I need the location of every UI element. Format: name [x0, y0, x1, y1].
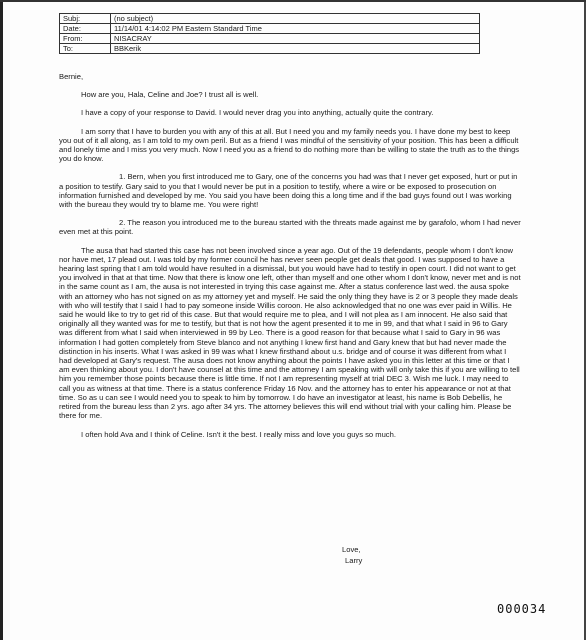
header-label: Date: [60, 24, 111, 34]
scan-edge-left [0, 0, 3, 640]
header-label: Subj: [60, 14, 111, 24]
header-value: 11/14/01 4:14:02 PM Eastern Standard Time [111, 24, 480, 34]
paragraph-point-2: 2. The reason you introduced me to the bureau started with the threats made against me by garafolo, whom I had never even met at this point. [59, 218, 521, 237]
email-header-table [59, 13, 480, 54]
header-value: (no subject) [111, 14, 480, 24]
paragraph-greeting: How are you, Hala, Celine and Joe? I trust all is well. [81, 90, 259, 100]
paragraph-response: I have a copy of your response to David. I would never drag you into anything, actually quite the contrary. [81, 108, 434, 118]
letter-closing [342, 545, 362, 567]
closing-word: Love, [342, 545, 361, 554]
header-label: From: [60, 34, 111, 44]
scan-edge-top [0, 0, 586, 2]
letter-body [59, 72, 521, 439]
bates-number: 000034 [497, 602, 547, 616]
header-row-date [60, 24, 480, 34]
header-value: NISACRAY [111, 34, 480, 44]
paragraph-case-details: The ausa that had started this case has not been involved since a year ago. Out of the 19 defendants, people whom I don't know nor have met, 17 plead out. I was told by my former council he has never seen people get deals that good. I was supposed to have a hearing last spring that I am told would have resulted in a dismissal, but you would have had to testify in open court. I did not want to get you involved in that at that time. Now that there is know one left, other than myself and one other whom I don't know, never met and is not in the same count as I am, the ausa is not interested in trying this case against me. After a status conference last wed. the ausa spoke with an attorney who has not signed on as my attorney yet and myself. He said the only thing they have is 2 or 3 people they made deals with who will testify that I said I had to pay someone inside Willis coroon. He also acknowledged that no one was ever paid in Willis. He said he would like to try to get rid of this case. But that would require me to plea, and I will not plea as I am innocent. He also said that originally all they wanted was for me to testify, but that is not how the agent presented it to me in 99, and that what I said in 96 to Gary was different from what I said when interviewed in 99 by Leo. There is a good reason for that because what I said to Gary in 96 was information I had gotten completely from Steve blanco and not anything I knew first hand and Gary knew that but had never made the distinction in his inserts. What I was asked in 99 was what I knew firsthand about u.s. bridge and of course it was different from what I had developed at Gary's request. The ausa does not know anything about the points I have asked you in this letter at this time or that I am even thinking about you. I don't have counsel at this time and the attorney I am speaking with will only take this if you are willing to tell him you remember those points because there is little time. If not I am representing myself at trial DEC 3. Wish me luck. I may need to call you as witness at that time. There is a status conference Friday 16 Nov. and the attorney has to enter his appearance or not at that time. So as u can see I would need you to speak to him by tomorrow. I do have an investigator at least, his name is Bob Debellis, he retired from the bureau less than 2 yrs. ago after 34 yrs. The attorney believes this will end without trial with your calling him. Please be there for me. [59, 245, 521, 421]
signature: Larry [345, 556, 363, 565]
paragraph-burden: I am sorry that I have to burden you with any of this at all. But I need you and my family needs you. I have done my best to keep you out of it all along, as I am told to my own peril. But as a friend I was mindful of the sensitivity of your position. This has been a difficult and lonely time and I miss you very much. Now I need you as a friend to do nothing more than be willing to state the truth as to the things you do know. [59, 126, 520, 164]
header-row-to [60, 44, 480, 54]
header-value: BBKerik [111, 44, 480, 54]
salutation: Bernie, [59, 72, 84, 81]
header-row-subject [60, 14, 480, 24]
header-row-from [60, 34, 480, 44]
paragraph-family: I often hold Ava and I think of Celine. Isn't it the best. I really miss and love you guys so much. [81, 429, 396, 439]
header-label: To: [60, 44, 111, 54]
paragraph-point-1: 1. Bern, when you first introduced me to Gary, one of the concerns you had was that I never get exposed, hurt or put in a position to testify. Gary said to you that I would never be put in a position to testify, where a wire or be exposed to prosecution on information furnished and developed by me. You said you have been doing this a long time and if the bad guys found out I was working with the bureau they would try to blame me. You were right! [59, 172, 518, 210]
